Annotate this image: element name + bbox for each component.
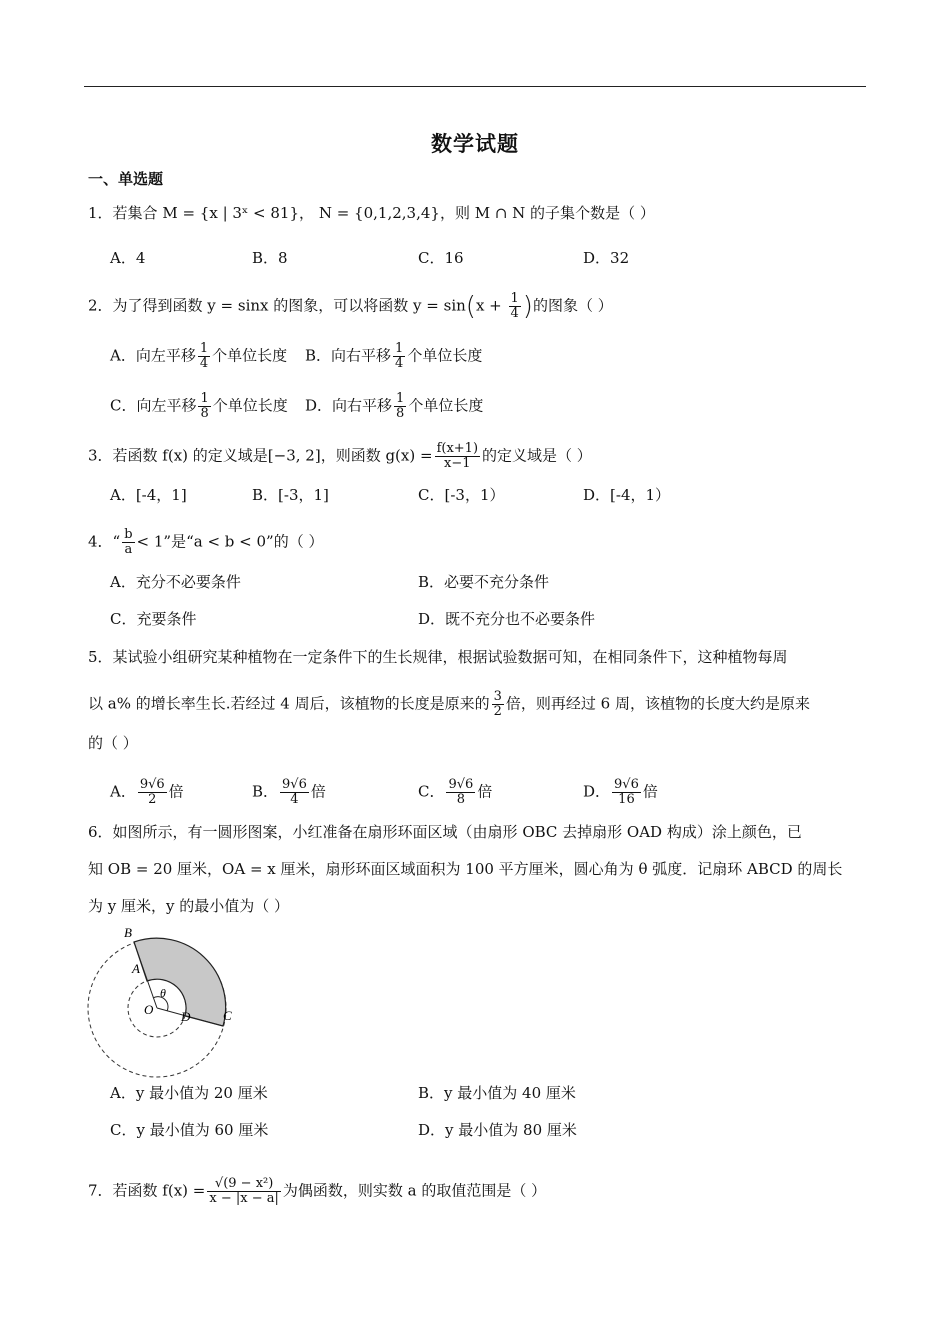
label-theta: θ (160, 986, 166, 1000)
q5-c-num: 9√6 (448, 777, 474, 792)
q2-c-pre: C．向左平移 (110, 396, 197, 415)
q7-prefix: 7．若函数 f(x) = (88, 1181, 206, 1200)
q2-suffix: 的图象（ ） (532, 296, 613, 315)
q5-d-label: D． (583, 782, 611, 801)
q5-d-den: 16 (618, 792, 635, 807)
q2-a-pre: A．向左平移 (110, 346, 196, 365)
q1-set-n: N = {0,1,2,3,4} (318, 204, 440, 222)
q7-num: √(9 − x²) (207, 1177, 281, 1192)
q3-prefix: 3．若函数 f(x) 的定义域是[−3, 2]，则函数 g(x) = (88, 446, 433, 465)
q5-a-frac (138, 778, 167, 807)
q2-d-num: 1 (396, 391, 405, 406)
q2-d-pre: D．向右平移 (305, 396, 393, 415)
q6-line-3: 为 y 厘米，y 的最小值为（ ） (88, 897, 290, 915)
q5-a-label: A． (110, 782, 136, 801)
q3-suffix: 的定义域是（ ） (482, 446, 592, 465)
q5-option-b (252, 778, 326, 807)
q4-option-a: A．充分不必要条件 (110, 573, 241, 591)
q6-option-d: D．y 最小值为 80 厘米 (418, 1121, 577, 1139)
q4-num: b (124, 527, 133, 542)
q2-option-b (305, 342, 482, 371)
sector-ring-figure (84, 920, 254, 1080)
q6-option-a: A．y 最小值为 20 厘米 (110, 1084, 268, 1102)
q6-line-1: 6．如图所示，有一圆形图案，小红准备在扇形环面区域（由扇形 OBC 去掉扇形 OAD 构成）涂上颜色，已 (88, 823, 802, 841)
q5-den: 2 (493, 704, 502, 719)
q5-d-unit: 倍 (642, 782, 658, 801)
q5-num: 3 (493, 689, 502, 704)
q3-option-c: C．[-3，1） (418, 486, 505, 504)
q5-d-frac (612, 778, 641, 807)
label-b: B (124, 925, 132, 940)
question-2 (88, 292, 613, 321)
q2-option-d (305, 392, 483, 421)
label-a: A (132, 961, 140, 976)
q4-option-d: D．既不充分也不必要条件 (418, 610, 596, 628)
q2-b-den: 4 (395, 356, 404, 371)
q6-line-2: 知 OB = 20 厘米，OA = x 厘米，扇形环面区域面积为 100 平方厘米，圆心角为 θ 弧度．记扇环 ABCD 的周长 (88, 860, 843, 878)
q2-option-c (110, 392, 288, 421)
q5-c-den: 8 (456, 792, 466, 807)
q5-fraction (492, 690, 504, 719)
q5-d-num: 9√6 (614, 777, 639, 792)
q2-option-a (110, 342, 287, 371)
q3-option-d: D．[-4，1） (583, 486, 671, 504)
q5-b-label: B． (252, 782, 279, 801)
q5-c-label: C． (418, 782, 445, 801)
q2-arg: x + (475, 296, 507, 315)
q3-den: x−1 (444, 456, 471, 471)
question-7 (88, 1177, 546, 1206)
q7-den: x − |x − a| (209, 1191, 279, 1206)
q5-b-unit: 倍 (310, 782, 326, 801)
q2-c-post: 个单位长度 (212, 396, 288, 415)
question-4 (88, 528, 324, 557)
q5-line2-pre: 以 a% 的增长率生长.若经过 4 周后，该植物的长度是原来的 (88, 694, 490, 713)
q5-option-d (583, 778, 658, 807)
q2-c-num: 1 (200, 391, 209, 406)
q2-c-frac (198, 392, 210, 421)
q5-c-unit: 倍 (477, 782, 493, 801)
page-title: 数学试题 (431, 132, 519, 156)
q2-d-frac (394, 392, 406, 421)
q2-b-num: 1 (395, 341, 404, 356)
q5-option-c (418, 778, 492, 807)
q2-paren-close: ) (522, 291, 533, 322)
q2-a-den: 4 (199, 356, 209, 371)
q1-sep: ， (299, 204, 315, 222)
q5-line-3: 的（ ） (88, 734, 138, 752)
q4-prefix: 4．“ (88, 532, 121, 551)
q2-frac-den: 4 (510, 306, 519, 321)
q1-option-d: D．32 (583, 249, 630, 267)
q2-frac-num: 1 (510, 291, 519, 306)
question-1 (88, 203, 655, 223)
q2-c-den: 8 (200, 406, 209, 421)
header-rule (84, 86, 866, 87)
q5-option-a (110, 778, 184, 807)
q5-b-frac (280, 778, 309, 807)
q5-line-2 (88, 690, 810, 719)
q5-a-den: 2 (148, 792, 157, 807)
q2-d-post: 个单位长度 (408, 396, 484, 415)
q3-option-b: B．[-3，1] (252, 486, 329, 504)
q2-d-den: 8 (396, 406, 405, 421)
q3-option-a: A．[-4，1] (110, 486, 187, 504)
label-d: D (181, 1009, 191, 1024)
q6-option-b: B．y 最小值为 40 厘米 (418, 1084, 576, 1102)
section-heading: 一、单选题 (88, 170, 164, 188)
q2-a-post: 个单位长度 (212, 346, 288, 365)
label-o: O (144, 1002, 154, 1017)
q1-option-a: A．4 (110, 249, 146, 267)
q2-a-frac (198, 342, 210, 371)
q5-a-num: 9√6 (139, 777, 165, 792)
q3-num: f(x+1) (436, 441, 479, 456)
q4-option-b: B．必要不充分条件 (418, 573, 550, 591)
q5-line-1: 5．某试验小组研究某种植物在一定条件下的生长规律，根据试验数据可知，在相同条件下，这种植物每周 (88, 648, 788, 666)
q2-fraction (509, 292, 521, 321)
q4-option-c: C．充要条件 (110, 610, 197, 628)
q2-prefix: 2．为了得到函数 y = sinx 的图象，可以将函数 y = sin (88, 296, 466, 315)
q5-line2-post: 倍，则再经过 6 周，该植物的长度大约是原来 (505, 694, 810, 713)
q5-b-num: 9√6 (282, 777, 307, 792)
q1-suffix: ，则 M ∩ N 的子集个数是（ ） (439, 204, 655, 222)
q5-a-unit: 倍 (168, 782, 184, 801)
q2-b-frac (393, 342, 405, 371)
q1-set-m: M = {x | 3ˣ < 81} (162, 204, 300, 222)
q7-fraction (207, 1177, 281, 1206)
q5-b-den: 4 (290, 792, 299, 807)
label-c: C (223, 1008, 232, 1023)
q6-option-c: C．y 最小值为 60 厘米 (110, 1121, 269, 1139)
q4-fraction (122, 528, 134, 557)
q2-paren-open: ( (465, 291, 476, 322)
q5-c-frac (446, 778, 475, 807)
q1-prefix: 1．若集合 (88, 204, 158, 222)
q4-suffix: < 1”是“a < b < 0”的（ ） (136, 532, 324, 551)
q4-den: a (124, 542, 133, 557)
q3-fraction (435, 442, 480, 471)
q2-b-pre: B．向右平移 (305, 346, 392, 365)
q2-b-post: 个单位长度 (407, 346, 483, 365)
q7-suffix: 为偶函数，则实数 a 的取值范围是（ ） (282, 1181, 547, 1200)
q2-a-num: 1 (199, 341, 209, 356)
question-3 (88, 442, 592, 471)
q1-option-b: B．8 (252, 249, 288, 267)
q1-option-c: C．16 (418, 249, 464, 267)
